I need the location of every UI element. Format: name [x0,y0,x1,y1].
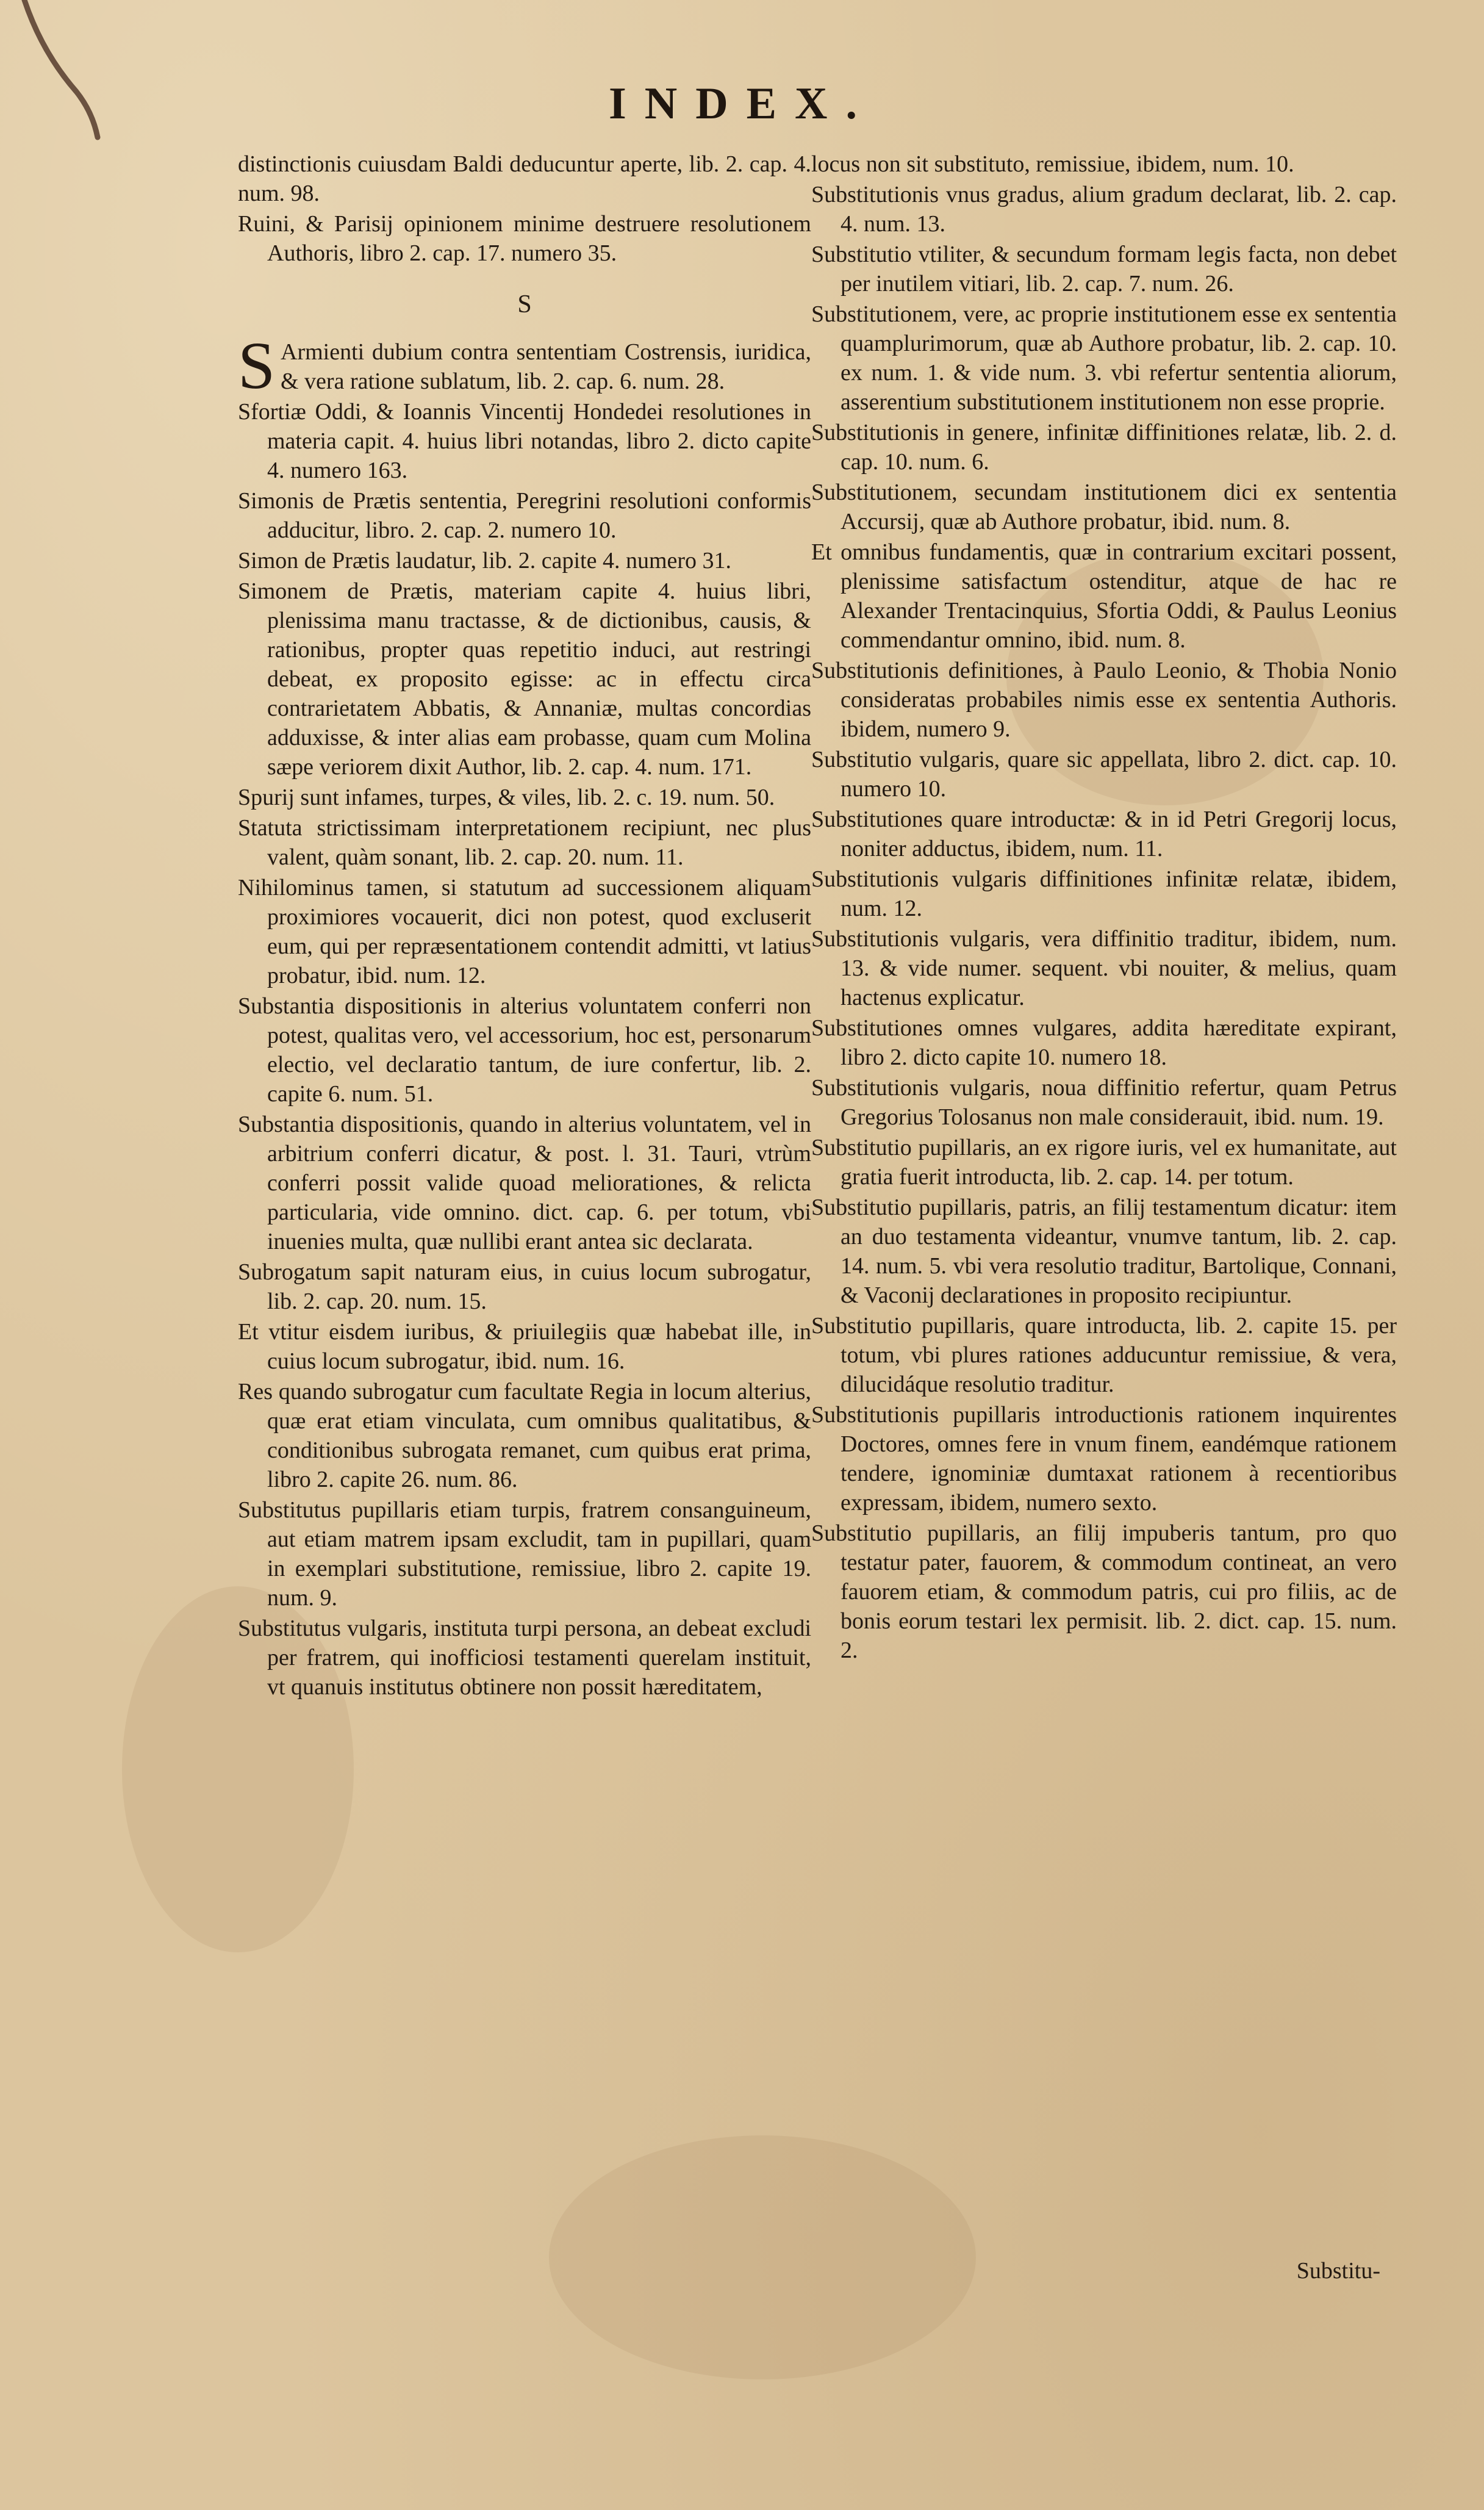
index-entry: Substitutus vulgaris, instituta turpi persona, an debeat excludi per fratrem, qui inofficiosi testamenti querelam instituit, vt quanuis institutus obtinere non possit hæreditatem, [238,1616,811,1700]
index-entry: distinctionis cuiusdam Baldi deducuntur aperte, lib. 2. cap. 4. num. 98. [238,151,811,206]
paper-stain [549,2135,976,2379]
index-entry: locus non sit substituto, remissiue, ibidem, num. 10. [811,151,1294,177]
index-entry: Substitutionis in genere, infinitæ diffinitiones relatæ, lib. 2. d. cap. 10. num. 6. [811,420,1397,475]
index-entry: Substitutionis vnus gradus, alium gradum declarat, lib. 2. cap. 4. num. 13. [811,182,1397,237]
letter-heading: S [517,290,532,318]
index-entry: Substitutio pupillaris, patris, an filij testamentum dicatur: item an duo testamenta videantur, vnumve tantum, lib. 2. cap. 14. num. 5. vbi vera resolutio traditur, Bartolique, Connani, & Vaconij declarationes in proposito recipiuntur. [811,1195,1397,1308]
entry-text: Armienti dubium contra sententiam Costrensis, iuridica, & vera ratione sublatum, lib. 2. cap. 6. num. 28. [281,339,811,394]
index-entry: Subrogatum sapit naturam eius, in cuius locum subrogatur, lib. 2. cap. 20. num. 15. [238,1259,811,1314]
index-entry: Res quando subrogatur cum facultate Regia in locum alterius, quæ erat etiam vinculata, cum omnibus qualitatibus, & conditionibus subrogata remanet, cum quibus erat prima, libro 2. capite 26. num. 86. [238,1379,811,1492]
index-entry: Substitutionem, vere, ac proprie institutionem esse ex sententia quamplurimorum, quæ ab Authore probatur, lib. 2. cap. 10. ex num. 1. & vide num. 3. vbi refertur sententia aliorum, asserentium substitutionem institutionem non esse proprie. [811,301,1397,415]
index-entry: Statuta strictissimam interpretationem recipiunt, nec plus valent, quàm sonant, lib. 2. cap. 20. num. 11. [238,815,811,870]
index-entry: Substitutiones quare introductæ: & in id Petri Gregorij locus, noniter adductus, ibidem, num. 11. [811,807,1397,861]
index-entry: Substitutionis vulgaris, vera diffinitio traditur, ibidem, num. 13. & vide numer. sequent. vbi nouiter, & melius, quam hactenus explicatur. [811,926,1397,1010]
index-entry: Spurij sunt infames, turpes, & viles, lib. 2. c. 19. num. 50. [238,785,775,810]
index-entry: Substitutio vulgaris, quare sic appellata, libro 2. dict. cap. 10. numero 10. [811,747,1397,802]
index-entry: Et vtitur eisdem iuribus, & priuilegiis quæ habebat ille, in cuius locum subrogatur, ibid. num. 16. [238,1319,811,1374]
index-entry: Substitutio pupillaris, quare introducta, lib. 2. capite 15. per totum, vbi plures rationes adducuntur remissiue, & vera, dilucidáque resolutio traditur. [811,1313,1397,1397]
index-entry: Substitutio pupillaris, an filij impuberis tantum, pro quo testatur pater, fauorem, & commodum contineat, an vero fauorem etiam, & commodum patris, cui pro filiis, ac de bonis eorum testari lex permisit. lib. 2. dict. cap. 15. num. 2. [811,1520,1397,1663]
page-title: INDEX. [609,79,875,129]
index-entry: Substitutionis pupillaris introductionis rationem inquirentes Doctores, omnes fere in vnum finem, eandémque rationem tendere, ignominiæ dumtaxat rationem à recentioribus expressam, ibidem, numero sexto. [811,1402,1397,1516]
left-column [238,149,811,1703]
index-entry: Substitutionis vulgaris diffinitiones infinitæ relatæ, ibidem, num. 12. [811,866,1397,921]
index-entry: Simon de Prætis laudatur, lib. 2. capite 4. numero 31. [238,548,732,574]
index-entry: Sfortiæ Oddi, & Ioannis Vincentij Hondedei resolutiones in materia capit. 4. huius libri notandas, libro 2. dicto capite 4. numero 163. [238,399,811,483]
index-entry: Et omnibus fundamentis, quæ in contrarium excitari possent, plenissime satisfactum ostenditur, atque de hac re Alexander Trentacinquius, Sfortia Oddi, & Paulus Leonius commendantur omnino, ibid. num. 8. [811,539,1397,653]
index-entry: Substitutio pupillaris, an ex rigore iuris, vel ex humanitate, aut gratia fuerit introducta, lib. 2. cap. 14. per totum. [811,1135,1397,1190]
index-entry: Substitutionis definitiones, à Paulo Leonio, & Thobia Nonio consideratas probabiles nimis esse ex sententia Authoris. ibidem, numero 9. [811,658,1397,742]
index-entry: Nihilominus tamen, si statutum ad successionem aliquam proximiores vocauerit, dici non potest, quod excluserit eum, qui per repræsentationem contendit admitti, vt latius probatur, ibid. num. 12. [238,875,811,988]
index-entry: Substantia dispositionis, quando in alterius voluntatem, vel in arbitrium conferri dicatur, & post. l. 31. Tauri, vtrùm conferri possit valide quoad meliorationes, & relicta particularia, vide omnino. dict. cap. 6. per totum, vbi inuenies multa, quæ nullibi erant antea sic declarata. [238,1112,811,1254]
index-entry: Ruini, & Parisij opinionem minime destruere resolutionem Authoris, libro 2. cap. 17. numero 35. [238,211,811,266]
drop-cap: S [238,328,276,403]
index-entry: Substitutiones omnes vulgares, addita hæreditate expirant, libro 2. dicto capite 10. numero 18. [811,1015,1397,1070]
right-column [811,149,1397,1666]
index-entry: Substitutionis vulgaris, noua diffinitio refertur, quam Petrus Gregorius Tolosanus non male considerauit, ibid. num. 19. [811,1075,1397,1130]
index-entry: Simonis de Prætis sententia, Peregrini resolutioni conformis adducitur, libro. 2. cap. 2. numero 10. [238,488,811,543]
catchword: Substitu- [1296,2258,1380,2284]
index-entry: Substitutio vtiliter, & secundum formam legis facta, non debet per inutilem vitiari, lib. 2. cap. 7. num. 26. [811,242,1397,297]
index-entry: Substitutionem, secundam institutionem dici ex sententia Accursij, quæ ab Authore probatur, ibid. num. 8. [811,480,1397,534]
index-entry: Simonem de Prætis, materiam capite 4. huius libri, plenissima manu tractasse, & de dictionibus, causis, & rationibus, propter quas repetitio induci, aut restringi debeat, ex proposito egisse: ac in effectu circa contrarietatem Abbatis, & Annaniæ, multas concordias adduxisse, & inter alias eam probasse, quam cum Molina sæpe veriorem dixit Author, lib. 2. cap. 4. num. 171. [238,578,811,780]
index-entry: Substitutus pupillaris etiam turpis, fratrem consanguineum, aut etiam matrem ipsam excludit, tam in pupillari, quam in exemplari substitutione, remissiue, libro 2. capite 19. num. 9. [238,1497,811,1611]
index-entry [238,328,811,403]
index-entry: Substantia dispositionis in alterius voluntatem conferri non potest, qualitas vero, vel accessorium, hoc est, personarum electio, vel declaratio tantum, de iure confertur, lib. 2. capite 6. num. 51. [238,993,811,1107]
